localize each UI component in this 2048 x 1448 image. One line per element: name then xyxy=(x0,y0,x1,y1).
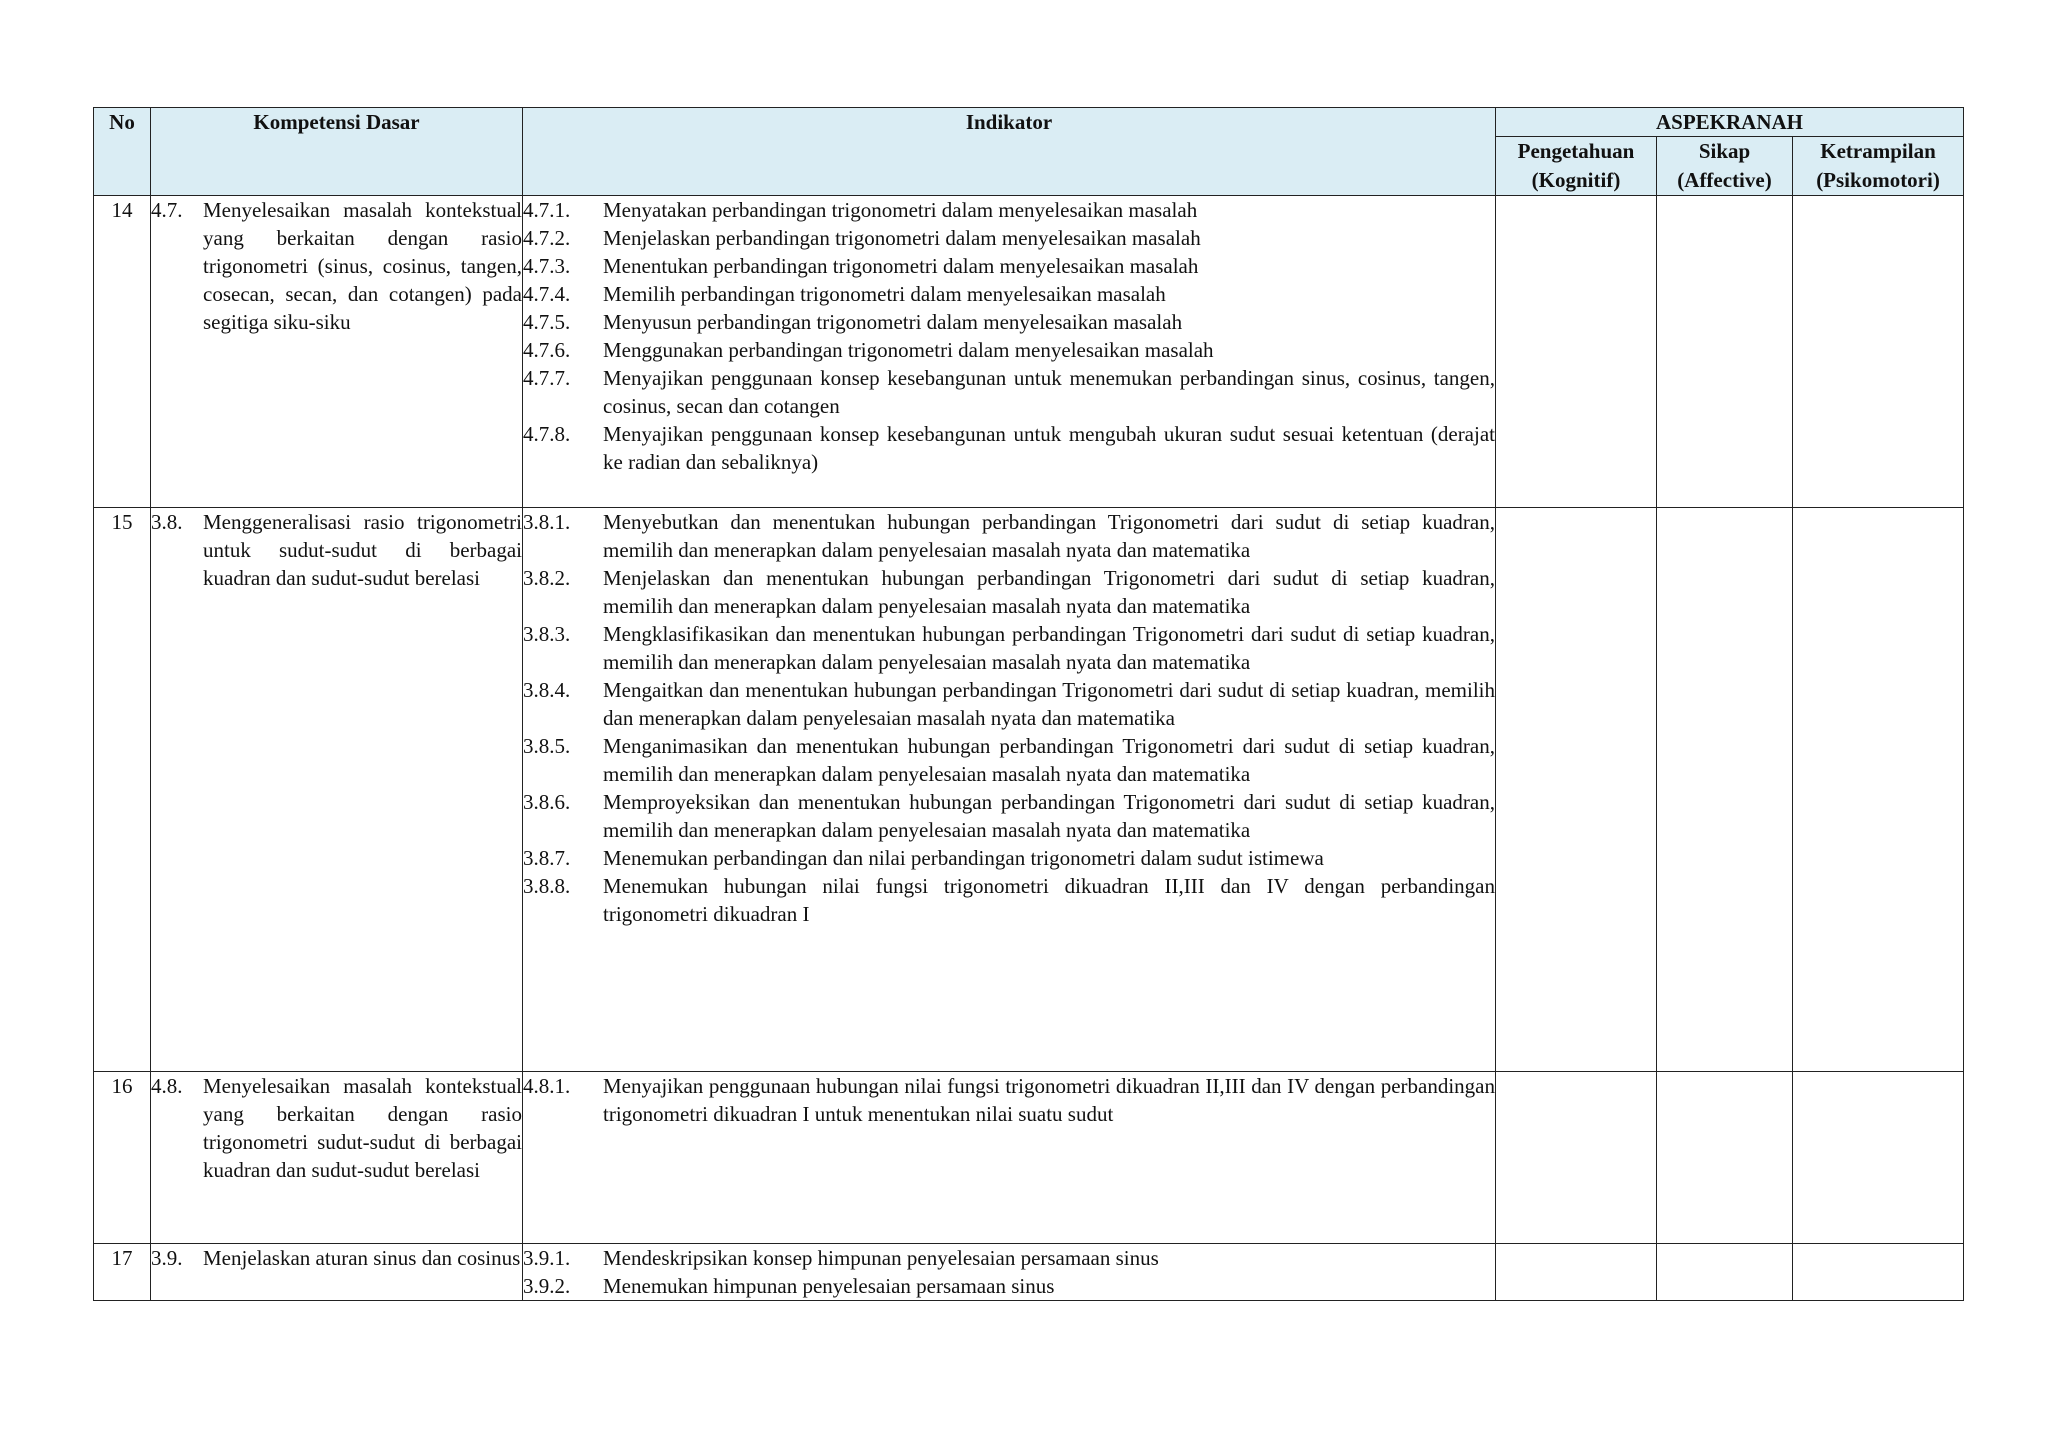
indikator-item xyxy=(523,564,1495,620)
kompetensi-dasar-cell xyxy=(151,1072,523,1244)
header-aspek-ranah: ASPEKRANAH xyxy=(1496,108,1964,137)
indikator-text: Mengaitkan dan menentukan hubungan perbandingan Trigonometri dari sudut di setiap kuadran, memilih dan menerapkan dalam penyelesaian masalah nyata dan matematika xyxy=(603,678,1495,730)
indikator-cell xyxy=(523,196,1496,508)
indikator-item xyxy=(523,420,1495,476)
row-number: 15 xyxy=(94,508,151,1072)
header-ketrampilan xyxy=(1793,137,1964,196)
indikator-text: Menemukan hubungan nilai fungsi trigonometri dikuadran II,III dan IV dengan perbandingan trigonometri dikuadran I xyxy=(603,874,1495,926)
table-row xyxy=(94,196,1964,508)
sikap-cell xyxy=(1657,1244,1793,1301)
ketrampilan-cell xyxy=(1793,1072,1964,1244)
indikator-item xyxy=(523,872,1495,928)
sikap-cell xyxy=(1657,1072,1793,1244)
header-sikap-line2: (Affective) xyxy=(1677,168,1772,192)
table-row xyxy=(94,1244,1964,1301)
indikator-item xyxy=(523,336,1495,364)
indikator-code: 3.8.3. xyxy=(523,622,571,646)
indikator-code: 4.8.1. xyxy=(523,1074,571,1098)
indikator-code: 3.9.1. xyxy=(523,1246,571,1270)
ketrampilan-cell xyxy=(1793,508,1964,1072)
indikator-code: 3.8.1. xyxy=(523,510,571,534)
pengetahuan-cell xyxy=(1496,1244,1657,1301)
indikator-text: Menemukan perbandingan dan nilai perbandingan trigonometri dalam sudut istimewa xyxy=(603,846,1324,870)
indikator-text: Mendeskripsikan konsep himpunan penyelesaian persamaan sinus xyxy=(603,1246,1159,1270)
indikator-item xyxy=(523,364,1495,420)
indikator-item xyxy=(523,1272,1495,1300)
indikator-text: Menganimasikan dan menentukan hubungan perbandingan Trigonometri dari sudut di setiap kuadran, memilih dan menerapkan dalam penyelesaian masalah nyata dan matematika xyxy=(603,734,1495,786)
indikator-text: Menentukan perbandingan trigonometri dalam menyelesaikan masalah xyxy=(603,254,1199,278)
indikator-text: Mengklasifikasikan dan menentukan hubungan perbandingan Trigonometri dari sudut di setiap kuadran, memilih dan menerapkan dalam penyelesaian masalah nyata dan matematika xyxy=(603,622,1495,674)
kompetensi-dasar-cell xyxy=(151,196,523,508)
kd-text: Menyelesaikan masalah kontekstual yang berkaitan dengan rasio trigonometri (sinus, cosinus, tangen, cosecan, secan, dan cotangen) pada segitiga siku-siku xyxy=(203,198,522,334)
row-number: 16 xyxy=(94,1072,151,1244)
header-no: No xyxy=(94,108,151,196)
indikator-item xyxy=(523,1072,1495,1128)
indikator-code: 3.8.7. xyxy=(523,846,571,870)
pengetahuan-cell xyxy=(1496,1072,1657,1244)
indikator-text: Menjelaskan perbandingan trigonometri dalam menyelesaikan masalah xyxy=(603,226,1201,250)
indikator-item xyxy=(523,844,1495,872)
indikator-item xyxy=(523,620,1495,676)
row-number: 17 xyxy=(94,1244,151,1301)
indikator-text: Menyebutkan dan menentukan hubungan perbandingan Trigonometri dari sudut di setiap kuadran, memilih dan menerapkan dalam penyelesaian masalah nyata dan matematika xyxy=(603,510,1495,562)
indikator-item xyxy=(523,252,1495,280)
indikator-text: Menggunakan perbandingan trigonometri dalam menyelesaikan masalah xyxy=(603,338,1214,362)
indikator-item xyxy=(523,676,1495,732)
indikator-item xyxy=(523,1244,1495,1272)
indikator-code: 3.8.6. xyxy=(523,790,571,814)
indikator-code: 4.7.7. xyxy=(523,366,571,390)
indikator-text: Memilih perbandingan trigonometri dalam menyelesaikan masalah xyxy=(603,282,1166,306)
kompetensi-dasar-cell xyxy=(151,508,523,1072)
indikator-code: 4.7.3. xyxy=(523,254,571,278)
indikator-code: 4.7.6. xyxy=(523,338,571,362)
indikator-cell xyxy=(523,1244,1496,1301)
indikator-code: 4.7.2. xyxy=(523,226,571,250)
ketrampilan-cell xyxy=(1793,196,1964,508)
pengetahuan-cell xyxy=(1496,508,1657,1072)
header-pengetahuan-line1: Pengetahuan xyxy=(1517,139,1635,163)
indikator-item xyxy=(523,280,1495,308)
kd-code: 3.9. xyxy=(151,1246,183,1270)
indikator-item xyxy=(523,224,1495,252)
indikator-text: Menyajikan penggunaan konsep kesebangunan untuk mengubah ukuran sudut sesuai ketentuan (derajat ke radian dan sebaliknya) xyxy=(603,422,1495,474)
row-number: 14 xyxy=(94,196,151,508)
indikator-text: Menyajikan penggunaan hubungan nilai fungsi trigonometri dikuadran II,III dan IV dengan perbandingan trigonometri dikuadran I untuk menentukan nilai suatu sudut xyxy=(603,1074,1495,1126)
indikator-text: Menyajikan penggunaan konsep kesebangunan untuk menemukan perbandingan sinus, cosinus, tangen, cosinus, secan dan cotangen xyxy=(603,366,1495,418)
header-ketrampilan-line2: (Psikomotori) xyxy=(1816,168,1940,192)
pengetahuan-cell xyxy=(1496,196,1657,508)
kd-code: 4.8. xyxy=(151,1074,183,1098)
indikator-item xyxy=(523,732,1495,788)
sikap-cell xyxy=(1657,508,1793,1072)
indikator-code: 3.8.8. xyxy=(523,874,571,898)
header-kompetensi-dasar: Kompetensi Dasar xyxy=(151,108,523,196)
indikator-text: Memproyeksikan dan menentukan hubungan perbandingan Trigonometri dari sudut di setiap kuadran, memilih dan menerapkan dalam penyelesaian masalah nyata dan matematika xyxy=(603,790,1495,842)
header-pengetahuan-line2: (Kognitif) xyxy=(1531,168,1621,192)
kd-text: Menyelesaikan masalah kontekstual yang berkaitan dengan rasio trigonometri sudut-sudut di berbagai kuadran dan sudut-sudut berelasi xyxy=(203,1074,522,1182)
indikator-code: 4.7.4. xyxy=(523,282,571,306)
kd-text: Menjelaskan aturan sinus dan cosinus xyxy=(203,1246,521,1270)
indikator-code: 3.8.4. xyxy=(523,678,571,702)
indikator-item xyxy=(523,196,1495,224)
indikator-item xyxy=(523,308,1495,336)
indikator-cell xyxy=(523,508,1496,1072)
indikator-code: 3.8.2. xyxy=(523,566,571,590)
competency-table xyxy=(93,107,1964,1301)
indikator-text: Menyatakan perbandingan trigonometri dalam menyelesaikan masalah xyxy=(603,198,1198,222)
sikap-cell xyxy=(1657,196,1793,508)
header-indikator: Indikator xyxy=(523,108,1496,196)
indikator-cell xyxy=(523,1072,1496,1244)
indikator-text: Menemukan himpunan penyelesaian persamaan sinus xyxy=(603,1274,1055,1298)
indikator-item xyxy=(523,508,1495,564)
header-sikap-line1: Sikap xyxy=(1698,139,1751,163)
indikator-code: 3.9.2. xyxy=(523,1274,571,1298)
kd-code: 3.8. xyxy=(151,510,183,534)
kd-code: 4.7. xyxy=(151,198,183,222)
kompetensi-dasar-cell xyxy=(151,1244,523,1301)
indikator-code: 4.7.5. xyxy=(523,310,571,334)
header-ketrampilan-line1: Ketrampilan xyxy=(1820,139,1936,163)
indikator-text: Menyusun perbandingan trigonometri dalam menyelesaikan masalah xyxy=(603,310,1183,334)
table-row xyxy=(94,508,1964,1072)
table-row xyxy=(94,1072,1964,1244)
header-pengetahuan xyxy=(1496,137,1657,196)
indikator-text: Menjelaskan dan menentukan hubungan perbandingan Trigonometri dari sudut di setiap kuadran, memilih dan menerapkan dalam penyelesaian masalah nyata dan matematika xyxy=(603,566,1495,618)
kd-text: Menggeneralisasi rasio trigonometri untuk sudut-sudut di berbagai kuadran dan sudut-sudut berelasi xyxy=(203,510,522,590)
indikator-code: 4.7.8. xyxy=(523,422,571,446)
indikator-code: 4.7.1. xyxy=(523,198,571,222)
ketrampilan-cell xyxy=(1793,1244,1964,1301)
indikator-item xyxy=(523,788,1495,844)
header-sikap xyxy=(1657,137,1793,196)
indikator-code: 3.8.5. xyxy=(523,734,571,758)
table-body xyxy=(94,196,1964,1301)
